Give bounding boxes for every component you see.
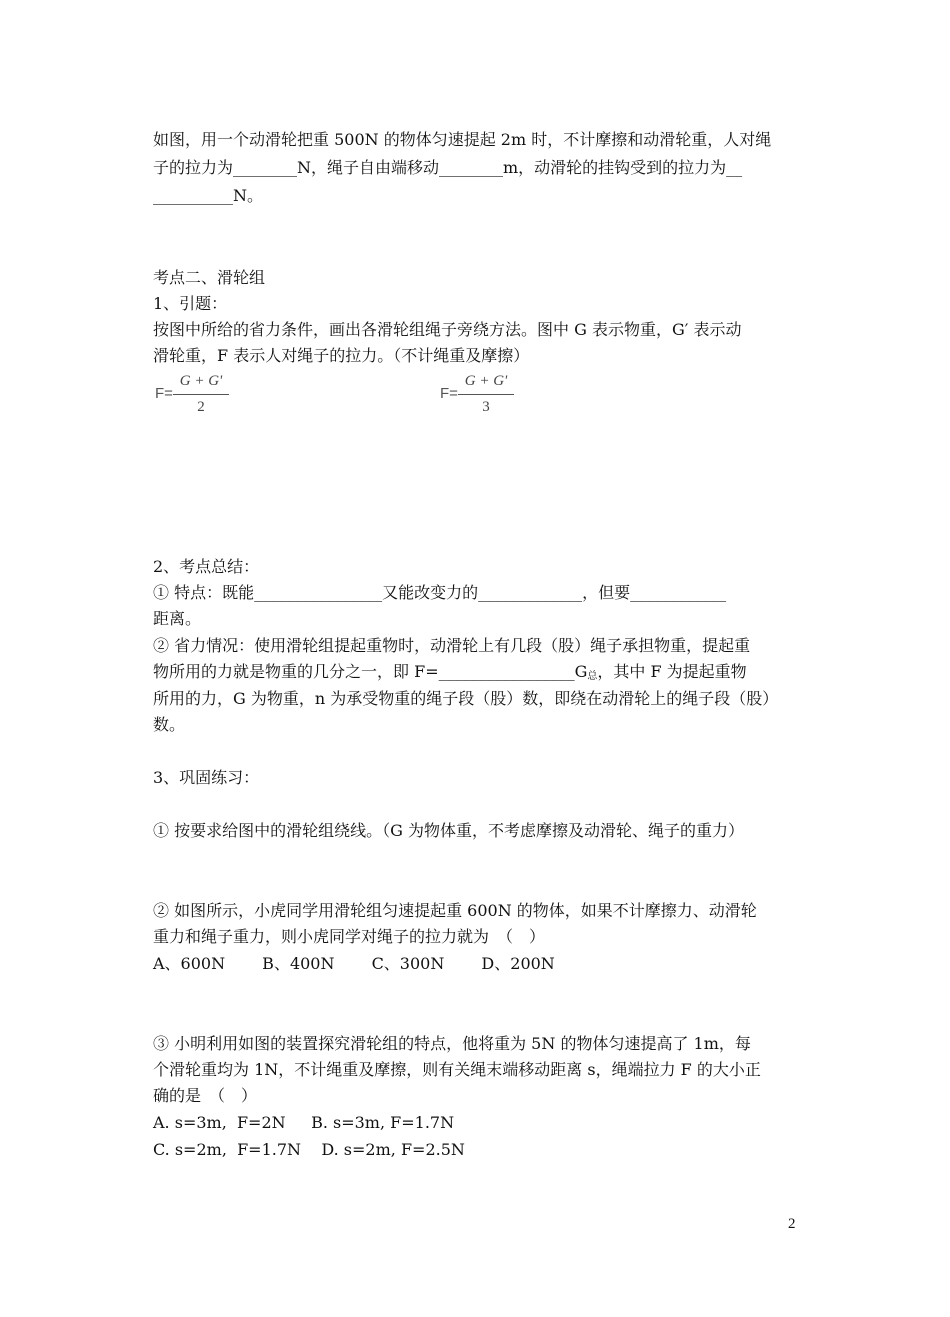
paragraph-line: 距离。: [153, 609, 202, 628]
formula-denominator: 2: [197, 399, 205, 415]
formula-lhs: F=: [440, 385, 458, 402]
paragraph-line: 数。: [153, 715, 186, 734]
formula-numerator: G + G': [179, 373, 223, 389]
paragraph-line: 按图中所给的省力条件，画出各滑轮组绳子旁绕方法。图中 G 表示物重，G′ 表示动: [153, 320, 742, 339]
formula-fraction-2: [155, 373, 235, 417]
exercise-options: A、600N B、400N C、300N D、200N: [153, 954, 555, 973]
formula-denominator: 3: [482, 399, 490, 415]
paragraph-line: ① 特点：既能________________又能改变力的_____________，但要____________: [153, 583, 727, 602]
exercise-line: 重力和绳子重力，则小虎同学对绳子的拉力就为 （ ）: [153, 927, 546, 946]
exercise-line: ③ 小明利用如图的装置探究滑轮组的特点，他将重为 5N 的物体匀速提高了 1m，每: [153, 1034, 751, 1053]
paragraph-line: 滑轮重，F 表示人对绳子的拉力。（不计绳重及摩擦）: [153, 346, 530, 365]
formula-numerator: G + G': [464, 373, 508, 389]
page-number: 2: [788, 1216, 796, 1232]
formula-lhs: F=: [155, 385, 173, 402]
subsection-heading: 3、巩固练习：: [153, 768, 260, 787]
exercise-line: ② 如图所示，小虎同学用滑轮组匀速提起重 600N 的物体，如果不计摩擦力、动滑轮: [153, 901, 757, 920]
exercise-line: 确的是 （ ）: [153, 1086, 258, 1105]
exercise-options: C. s=2m, F=1.7N D. s=2m, F=2.5N: [153, 1140, 465, 1159]
text-run: ，其中 F 为提起重物: [597, 662, 747, 681]
exercise-line: 个滑轮重均为 1N，不计绳重及摩擦，则有关绳末端移动距离 s，绳端拉力 F 的大小正: [153, 1060, 761, 1079]
problem-text-line: __________N。: [153, 186, 264, 205]
paragraph-line: ② 省力情况：使用滑轮组提起重物时，动滑轮上有几段（股）绳子承担物重，提起重: [153, 636, 751, 655]
exercise-options: A. s=3m, F=2N B. s=3m, F=1.7N: [153, 1113, 455, 1132]
exercise-line: ① 按要求给图中的滑轮组绕线。（G 为物体重，不考虑摩擦及动滑轮、绳子的重力）: [153, 821, 744, 840]
section-heading: 考点二、滑轮组: [153, 268, 266, 287]
fraction-bar: [458, 394, 514, 395]
formula-fraction-3: [440, 373, 520, 417]
text-run: 物所用的力就是物重的几分之一，即 F=_________________G: [153, 662, 588, 681]
subscript: 总: [587, 671, 598, 682]
subsection-heading: 2、考点总结：: [153, 557, 260, 576]
paragraph-line: [153, 662, 747, 685]
problem-text-line: 如图，用一个动滑轮把重 500N 的物体匀速提起 2m 时，不计摩擦和动滑轮重，人对绳: [153, 130, 772, 149]
paragraph-line: 所用的力，G 为物重，n 为承受物重的绳子段（股）数，即绕在动滑轮上的绳子段（股）: [153, 689, 779, 708]
fraction-bar: [173, 394, 229, 395]
problem-text-line: 子的拉力为________N，绳子自由端移动________m，动滑轮的挂钩受到的拉力为__: [153, 158, 743, 177]
subsection-heading: 1、引题：: [153, 294, 228, 313]
